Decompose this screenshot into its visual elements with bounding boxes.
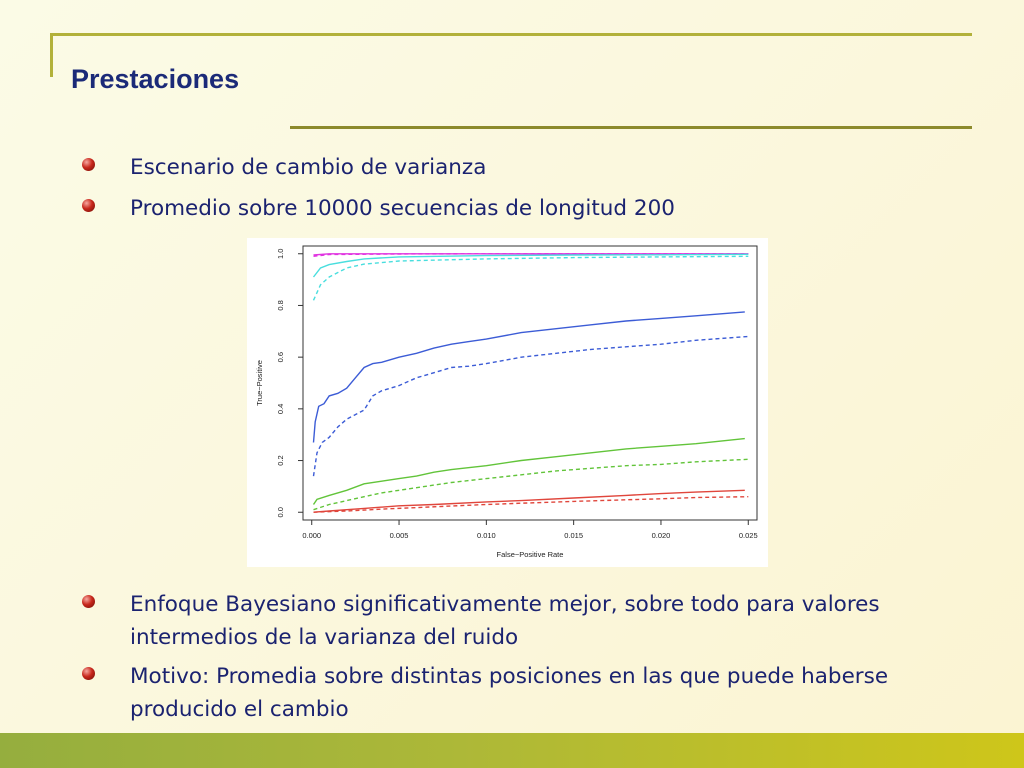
x-tick-label: 0.005 — [389, 531, 409, 540]
slide-title: Prestaciones — [71, 64, 240, 94]
series-line-6 — [314, 337, 749, 477]
series-line-8 — [314, 459, 749, 509]
series-line-4 — [314, 256, 749, 300]
bullet-text: Promedio sobre 10000 secuencias de longitud 200 — [130, 196, 675, 221]
bullet-text: Escenario de cambio de varianza — [130, 155, 487, 180]
bullet-icon — [82, 667, 95, 680]
y-tick-label: 0.4 — [275, 403, 285, 415]
y-tick-label: 0.6 — [275, 351, 285, 363]
x-axis-label: False−Positive Rate — [496, 550, 564, 559]
bullet-icon — [82, 199, 95, 212]
bullet-text: Enfoque Bayesiano significativamente mejor, sobre todo para valores intermedios de la varianza del ruido — [130, 592, 880, 650]
plot-frame — [303, 246, 757, 520]
series-line-10 — [314, 497, 749, 513]
series-line-5 — [314, 312, 745, 443]
bullet-icon — [82, 595, 95, 608]
roc-chart — [247, 238, 768, 567]
x-tick-label: 0.020 — [651, 531, 671, 540]
title-underline — [290, 126, 972, 129]
series-line-7 — [314, 439, 745, 505]
y-tick-label: 1.0 — [275, 248, 285, 259]
y-tick-label: 0.8 — [275, 300, 285, 311]
bullet-text: Motivo: Promedia sobre distintas posiciones en las que puede haberse producido el cambio — [130, 664, 889, 722]
series-layer — [314, 254, 749, 512]
x-tick-label: 0.025 — [738, 531, 758, 540]
frame-left-line — [50, 33, 53, 77]
x-tick-label: 0.010 — [476, 531, 496, 540]
x-tick-label: 0.015 — [564, 531, 584, 540]
roc-chart-svg — [247, 238, 768, 567]
y-tick-label: 0.2 — [275, 455, 285, 466]
bullet-icon — [82, 158, 95, 171]
frame-top-line — [50, 33, 972, 36]
footer-bar — [0, 733, 1024, 768]
x-tick-label: 0.000 — [302, 531, 322, 540]
axis-layer — [276, 249, 758, 540]
y-tick-label: 0.0 — [275, 507, 285, 518]
y-axis-label: True−Positive — [255, 360, 264, 406]
